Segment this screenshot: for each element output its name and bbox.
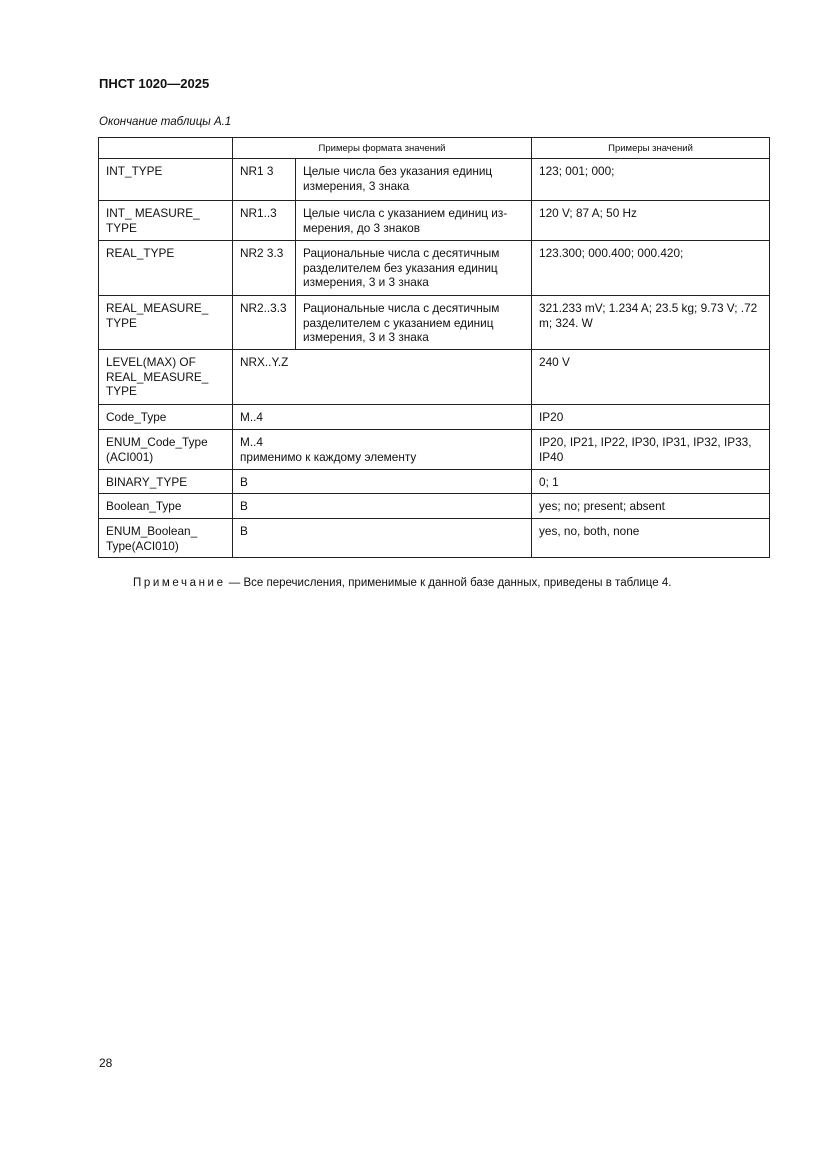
table-header-row (99, 138, 770, 159)
cell-format: NR2 3.3 (233, 241, 296, 296)
cell-examples: 120 V; 87 A; 50 Hz (532, 201, 770, 241)
cell-format-group (233, 430, 532, 470)
note-dash: — (228, 577, 241, 589)
page-number: 28 (99, 1056, 113, 1070)
cell-format: B (233, 519, 532, 558)
table-row (99, 519, 770, 558)
cell-examples: 240 V (532, 350, 770, 405)
table-row (99, 159, 770, 201)
cell-type: INT_ MEASURE_ TYPE (99, 201, 233, 241)
cell-format: NRX..Y.Z (233, 350, 532, 405)
cell-type: LEVEL(MAX) OF REAL_MEASURE_ TYPE (99, 350, 233, 405)
table-row (99, 241, 770, 296)
cell-description: Целые числа без указания единиц измерения, 3 знака (296, 159, 532, 201)
cell-format: B (233, 494, 532, 519)
cell-format: NR1..3 (233, 201, 296, 241)
table-row (99, 470, 770, 494)
cell-type: REAL_MEASURE_ TYPE (99, 296, 233, 350)
cell-examples: 321.233 mV; 1.234 A; 23.5 kg; 9.73 V; .72 m; 324. W (532, 296, 770, 350)
cell-type: Code_Type (99, 405, 233, 430)
header-type (99, 138, 233, 159)
table-row (99, 350, 770, 405)
header-value-examples: Примеры значений (532, 138, 770, 159)
cell-examples: IP20, IP21, IP22, IP30, IP31, IP32, IP33, IP40 (532, 430, 770, 470)
cell-type: BINARY_TYPE (99, 470, 233, 494)
cell-format-note: применимо к каждому элементу (240, 449, 417, 464)
cell-type: Boolean_Type (99, 494, 233, 519)
cell-format: B (233, 470, 532, 494)
cell-type: REAL_TYPE (99, 241, 233, 296)
document-code: ПНСТ 1020—2025 (99, 76, 210, 91)
cell-type: ENUM_Boolean_ Type(ACI010) (99, 519, 233, 558)
table-row (99, 201, 770, 241)
table-row (99, 430, 770, 470)
cell-examples: 123; 001; 000; (532, 159, 770, 201)
cell-format: NR2..3.3 (233, 296, 296, 350)
note-label: Примечание (133, 577, 226, 589)
note-text: Все перечисления, применимые к данной базе данных, приведены в таблице 4. (243, 577, 672, 589)
cell-examples: yes, no, both, none (532, 519, 770, 558)
cell-type: ENUM_Code_Type (ACI001) (99, 430, 233, 470)
table-note (133, 577, 671, 589)
cell-examples: yes; no; present; absent (532, 494, 770, 519)
cell-description: Целые числа с указанием единиц из-мерения, до 3 знаков (296, 201, 532, 241)
cell-examples: 0; 1 (532, 470, 770, 494)
cell-examples: IP20 (532, 405, 770, 430)
cell-description: Рациональные числа с десятичным разделителем без указания единиц измерения, 3 и 3 знака (296, 241, 532, 296)
table-caption: Окончание таблицы А.1 (99, 116, 232, 128)
table-row (99, 405, 770, 430)
cell-format: M..4 (233, 405, 532, 430)
cell-format: NR1 3 (233, 159, 296, 201)
cell-description: Рациональные числа с десятичным разделителем с указанием единиц измерения, 3 и 3 знака (296, 296, 532, 350)
cell-type: INT_TYPE (99, 159, 233, 201)
table-row (99, 296, 770, 350)
cell-format: M..4 (240, 435, 263, 449)
table-row (99, 494, 770, 519)
data-types-table (98, 137, 770, 558)
cell-examples: 123.300; 000.400; 000.420; (532, 241, 770, 296)
header-format-examples: Примеры формата значений (233, 138, 532, 159)
